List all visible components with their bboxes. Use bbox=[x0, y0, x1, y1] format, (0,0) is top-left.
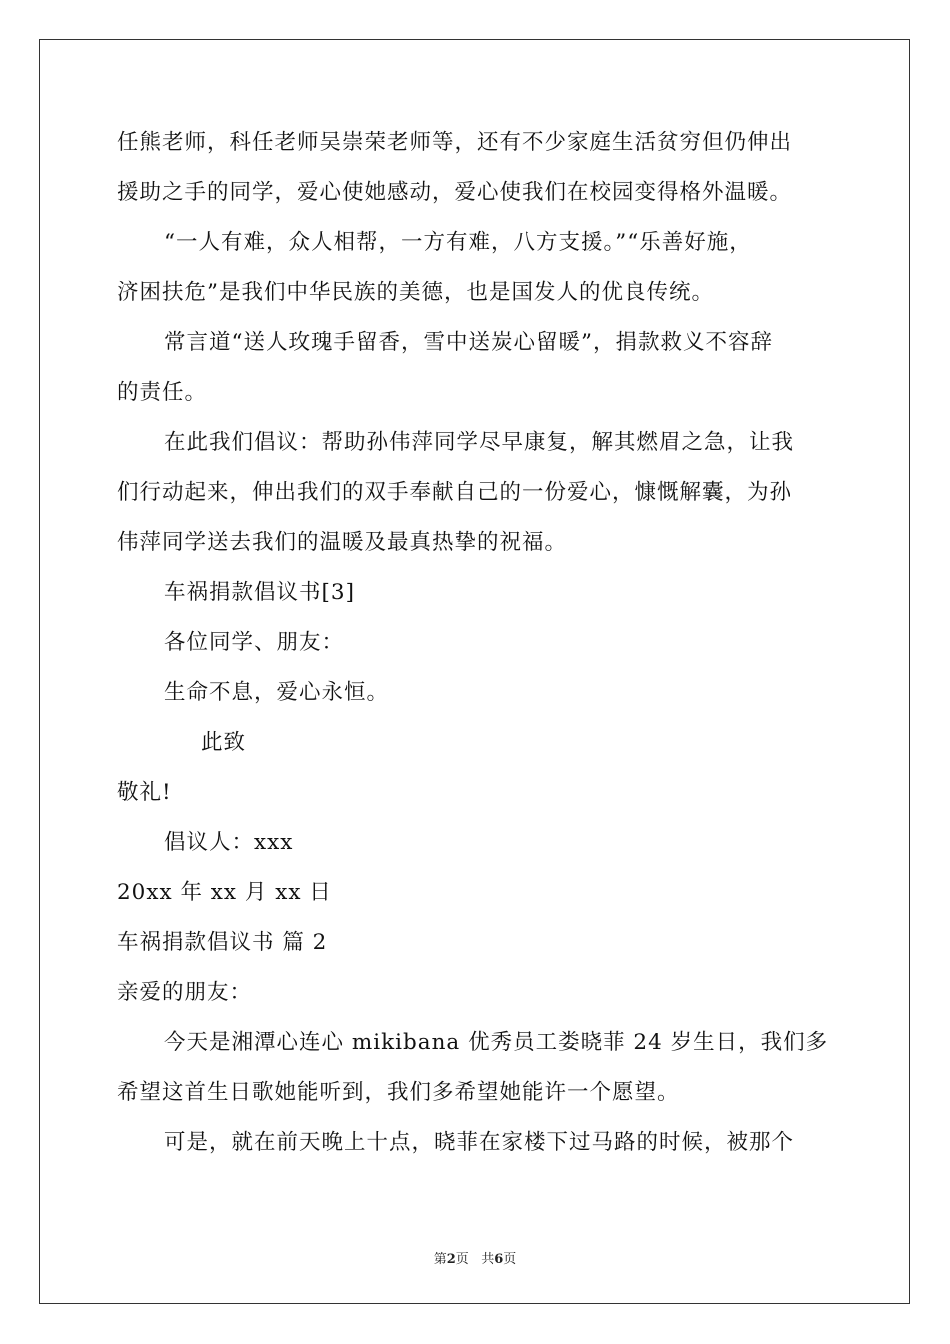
page-total: 6 bbox=[494, 1252, 504, 1267]
date-line: 20xx 年 xx 月 xx 日 bbox=[117, 880, 332, 905]
total-suffix: 页 bbox=[503, 1252, 517, 1267]
text-line: 援助之手的同学，爱心使她感动，爱心使我们在校园变得格外温暖。 bbox=[117, 180, 793, 205]
text-line: 今天是湘潭心连心 mikibana 优秀员工娄晓菲 24 岁生日，我们多 bbox=[164, 1030, 829, 1055]
total-prefix: 共 bbox=[481, 1252, 495, 1267]
text-line: “一人有难，众人相帮，一方有难，八方支援。”“乐善好施， bbox=[164, 230, 752, 255]
section-heading: 车祸捐款倡议书[3] bbox=[164, 580, 355, 605]
text-line: 济困扶危”是我们中华民族的美德，也是国发人的优良传统。 bbox=[117, 280, 714, 305]
section-heading: 车祸捐款倡议书 篇 2 bbox=[117, 930, 328, 955]
text-line: 们行动起来，伸出我们的双手奉献自己的一份爱心，慷慨解囊，为孙 bbox=[117, 480, 793, 505]
text-line: 希望这首生日歌她能听到，我们多希望她能许一个愿望。 bbox=[117, 1080, 680, 1105]
text-line: 伟萍同学送去我们的温暖及最真热挚的祝福。 bbox=[117, 530, 568, 555]
text-line: 可是，就在前天晚上十点，晓菲在家楼下过马路的时候，被那个 bbox=[164, 1130, 795, 1155]
page-suffix: 页 bbox=[455, 1252, 469, 1267]
page-footer bbox=[0, 1248, 950, 1267]
text-line: 的责任。 bbox=[117, 380, 208, 405]
closing-line: 此致 bbox=[201, 730, 247, 755]
text-line: 在此我们倡议：帮助孙伟萍同学尽早康复，解其燃眉之急，让我 bbox=[164, 430, 795, 455]
signature-line: 倡议人：xxx bbox=[164, 830, 294, 855]
salutation: 亲爱的朋友： bbox=[117, 980, 253, 1005]
page-current: 2 bbox=[446, 1252, 456, 1267]
salutation: 各位同学、朋友： bbox=[164, 630, 345, 655]
text-line: 常言道“送人玫瑰手留香，雪中送炭心留暖”，捐款救义不容辞 bbox=[164, 330, 773, 355]
page-prefix: 第 bbox=[433, 1252, 447, 1267]
text-line: 生命不息，爱心永恒。 bbox=[164, 680, 390, 705]
closing-line: 敬礼! bbox=[117, 780, 172, 805]
text-line: 任熊老师，科任老师吴崇荣老师等，还有不少家庭生活贫穷但仍伸出 bbox=[117, 130, 793, 155]
